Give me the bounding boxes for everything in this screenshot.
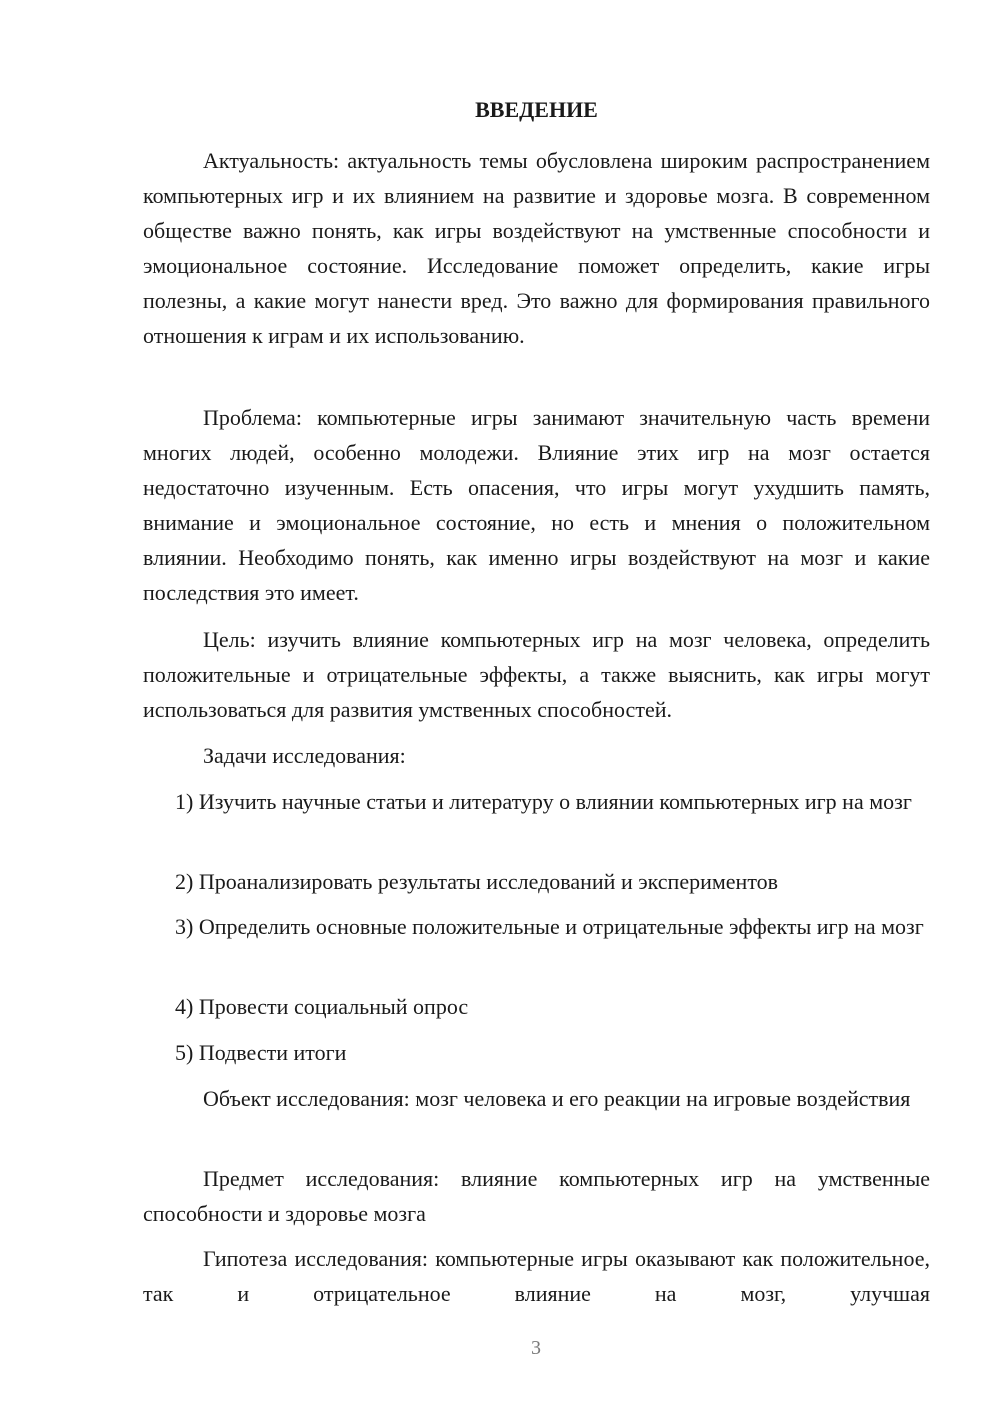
task-item: 2) Проанализировать результаты исследований и экспериментов xyxy=(175,869,779,894)
paragraph-goal: Цель: изучить влияние компьютерных игр на мозг человека, определить положительные и отрицательные эффекты, а также выяснить, как игры могут использоваться для развития умственных способностей. xyxy=(143,627,930,722)
task-item: 3) Определить основные положительные и отрицательные эффекты игр на мозг xyxy=(175,914,924,939)
paragraph-tasks-heading: Задачи исследования: xyxy=(203,743,406,768)
paragraph-object: Объект исследования: мозг человека и его реакции на игровые воздействия xyxy=(203,1086,911,1111)
paragraph-relevance: Актуальность: актуальность темы обусловлена широким распространением компьютерных игр и их влиянием на развитие и здоровье мозга. В современном обществе важно понять, как игры воздействуют на умственные способности и эмоциональное состояние. Исследование поможет определить, какие игры полезны, а какие могут нанести вред. Это важно для формирования правильного отношения к играм и их использованию. xyxy=(143,148,930,348)
section-title: ВВЕДЕНИЕ xyxy=(475,97,598,122)
paragraph-problem: Проблема: компьютерные игры занимают значительную часть времени многих людей, особенно молодежи. Влияние этих игр на мозг остается недостаточно изученным. Есть опасения, что игры могут ухудшить память, внимание и эмоциональное состояние, но есть и мнения о положительном влиянии. Необходимо понять, как именно игры воздействуют на мозг и какие последствия это имеет. xyxy=(143,405,930,605)
paragraph-subject: Предмет исследования: влияние компьютерных игр на умственные способности и здоровье мозга xyxy=(143,1166,930,1226)
paragraph-hypothesis: Гипотеза исследования: компьютерные игры оказывают как положительное, так и отрицательное влияние на мозг, улучшая xyxy=(143,1246,930,1306)
page-number: 3 xyxy=(531,1337,541,1359)
task-item: 4) Провести социальный опрос xyxy=(175,994,469,1019)
task-item: 1) Изучить научные статьи и литературу о влиянии компьютерных игр на мозг xyxy=(175,789,912,814)
task-item: 5) Подвести итоги xyxy=(175,1040,347,1065)
